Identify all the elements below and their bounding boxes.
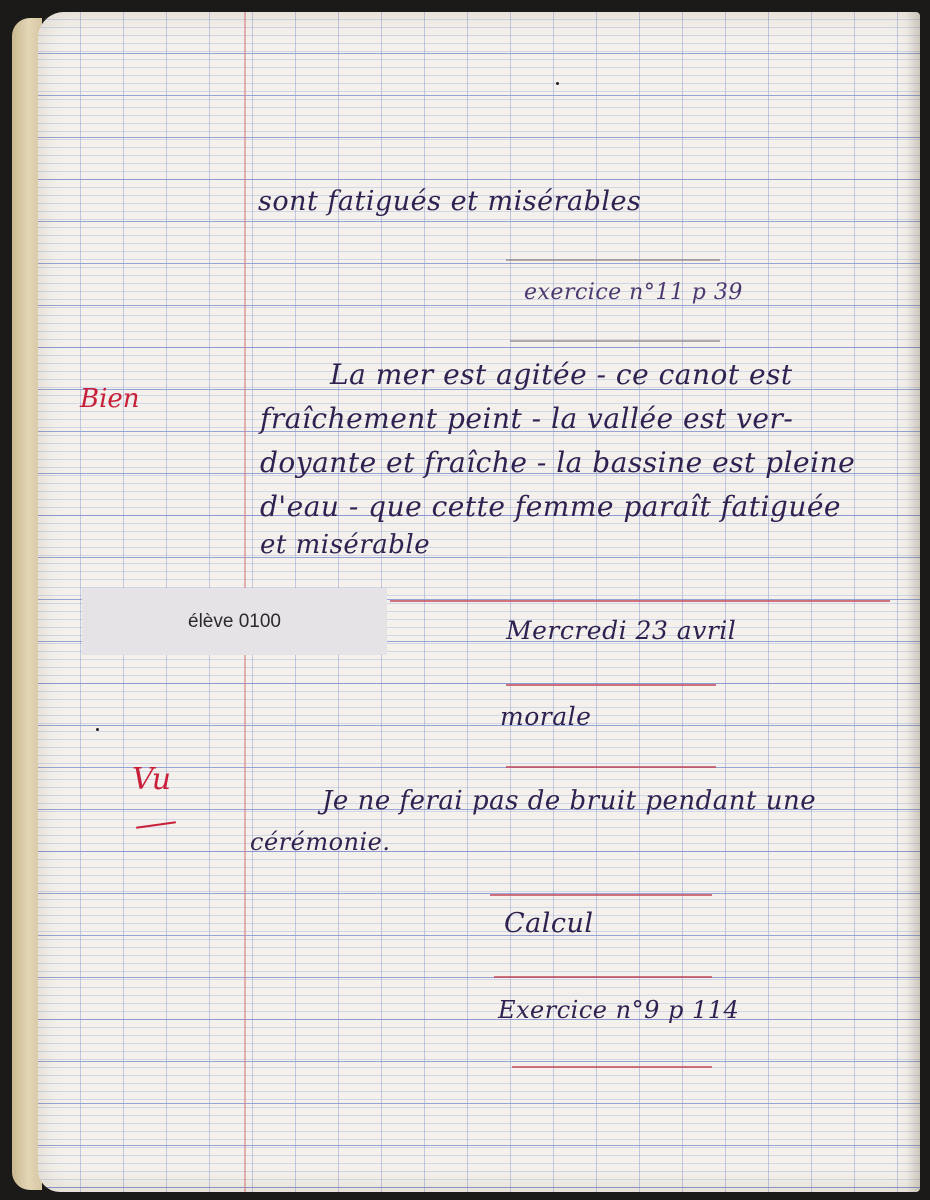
calcul-top-rule [490, 894, 712, 896]
student-label-box: élève 0100 [82, 588, 387, 655]
ink-dot [556, 82, 559, 85]
text-line-1: sont fatigués et misérables [258, 186, 642, 217]
page-edge-shadow [906, 12, 920, 1192]
date-underline [506, 684, 716, 686]
morale-heading: morale [500, 702, 592, 731]
section-separator [390, 600, 890, 602]
morale-underline [506, 766, 716, 768]
date-heading: Mercredi 23 avril [506, 616, 737, 645]
calcul-heading: Calcul [504, 908, 594, 939]
ink-dot [96, 728, 99, 731]
paragraph-line-2: fraîchement peint - la vallée est ver- [260, 402, 794, 435]
exercise-underline [512, 1066, 712, 1068]
exercise-heading-1: exercice n°11 p 39 [524, 280, 743, 305]
calcul-underline [494, 976, 712, 978]
teacher-grade-vu: Vu [132, 762, 172, 797]
teacher-grade-bien: Bien [80, 384, 140, 414]
morale-sentence-line-1: Je ne ferai pas de bruit pendant une [322, 786, 817, 816]
underline-rule [506, 259, 720, 261]
paragraph-line-3: doyante et fraîche - la bassine est pleine [260, 446, 856, 479]
underline-rule [510, 340, 720, 342]
morale-sentence-line-2: cérémonie. [250, 828, 391, 856]
paragraph-line-1: La mer est agitée - ce canot est [330, 358, 793, 391]
exercise-heading-2: Exercice n°9 p 114 [498, 996, 740, 1024]
paragraph-line-4: d'eau - que cette femme paraît fatiguée [260, 490, 842, 523]
paragraph-line-5: et misérable [260, 530, 431, 560]
